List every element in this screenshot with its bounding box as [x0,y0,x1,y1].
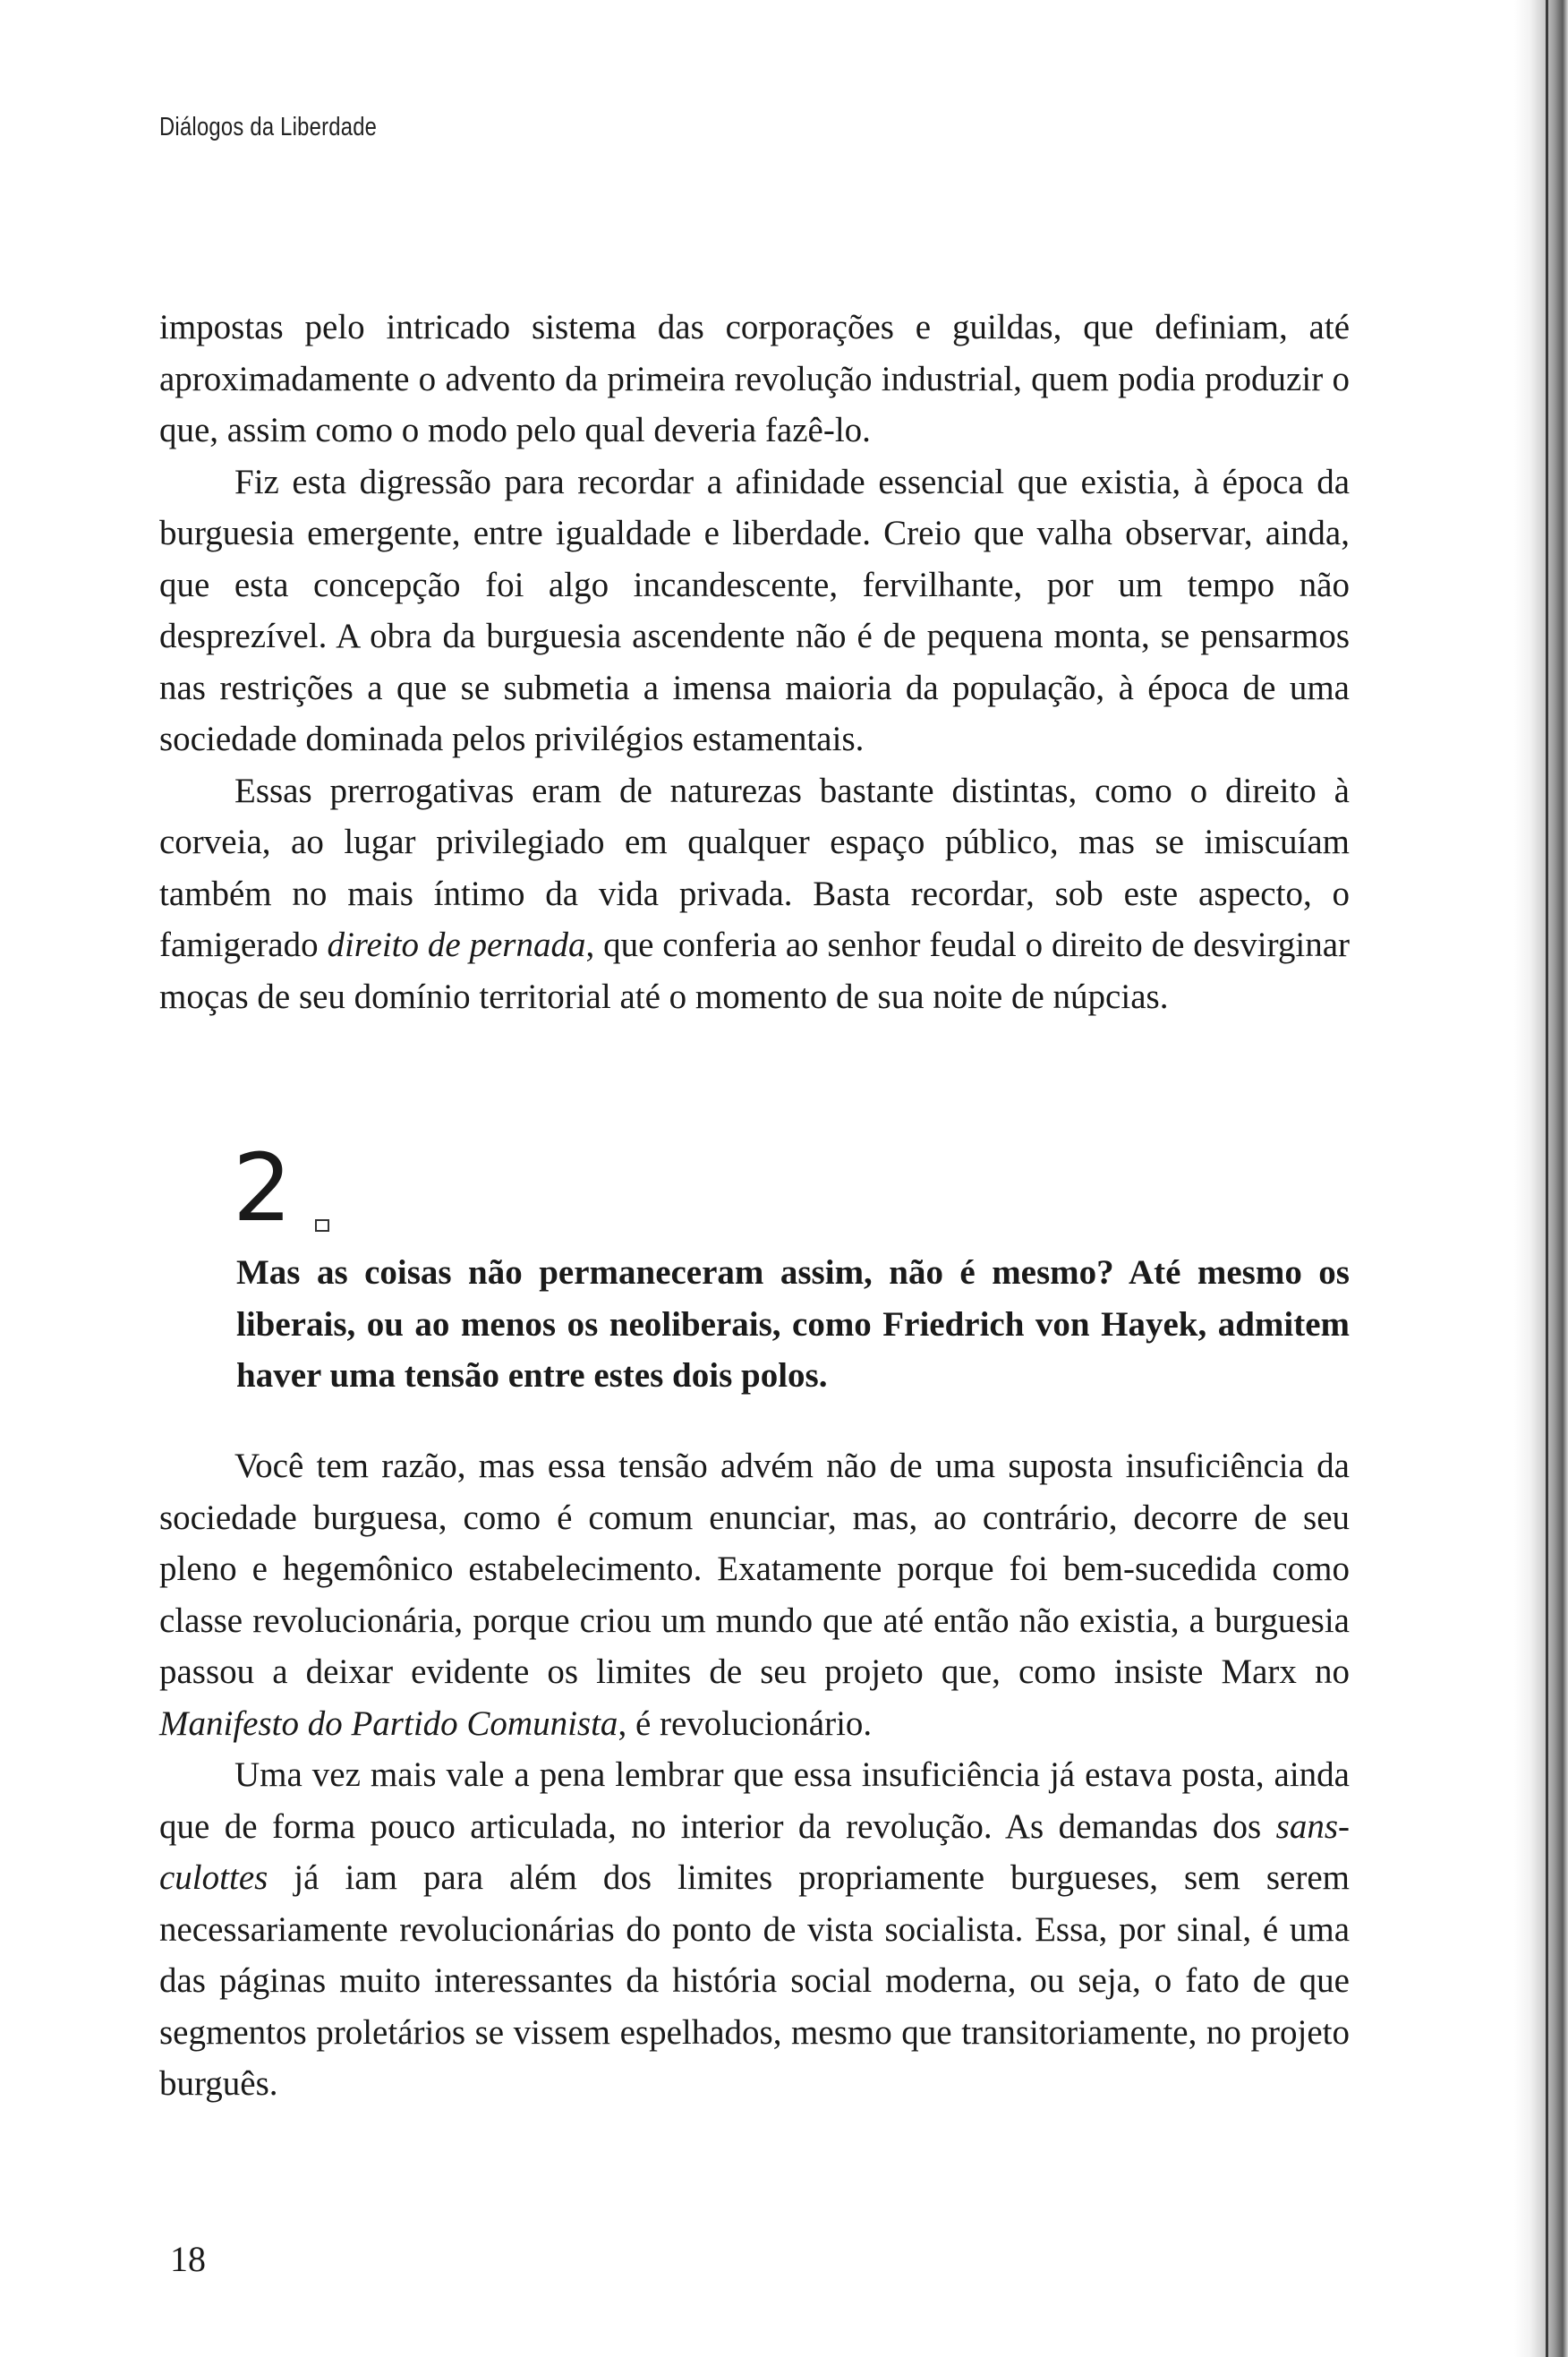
question-text: Mas as coisas não permaneceram assim, não é mesmo? Até mesmo os liberais, ou ao menos os neoliberais, como Friedrich von Hayek, admitem haver uma tensão entre estes dois polos. [236,1253,1350,1395]
text-run: já iam para além dos limites propriamente burgueses, sem serem necessariamente revolucionárias do ponto de vista socialista. Essa, por sinal, é uma das páginas muito interessantes da história social moderna, ou seja, o fato de que segmentos proletários se vissem espelhados, mesmo que transitoriamente, no projeto burguês. [159,1858,1350,2103]
interview-question [236,1247,1350,1402]
page-edge-shadow [1514,0,1568,2357]
paragraph: Fiz esta digressão para recordar a afinidade essencial que existia, à época da burguesia emergente, entre igualdade e liberdade. Creio que valha observar, ainda, que esta concepção foi algo incandescente, fervilhante, por um tempo não desprezível. A obra da burguesia ascendente não é de pequena monta, se pensarmos nas restrições a que se submetia a imensa maioria da população, à época de uma sociedade dominada pelos privilégios estamentais. [159,462,1350,758]
text-run: Você tem razão, mas essa tensão advém não de uma suposta insuficiência da sociedade burguesa, como é comum enunciar, mas, ao contrário, decorre de seu pleno e hegemônico estabelecimento. Exatamente porque foi bem-sucedida como classe revolucionária, porque criou um mundo que até então não existia, a burguesia passou a deixar evidente os limites de seu projeto que, como insiste Marx no [159,1447,1350,1691]
paragraph [159,765,1350,1023]
text-run: , que conferia ao senhor feudal o direito de desvirginar moças de seu domínio territorial até o momento de sua noite de núpcias. [159,926,1351,1016]
section-number: 2 [233,1133,293,1243]
paragraph [159,1749,1350,2110]
paragraph [159,1440,1350,1749]
italic-term: direito de pernada [327,926,586,964]
section-mark-ornament [315,1219,329,1232]
paragraph: impostas pelo intricado sistema das corporações e guildas, que definiam, até aproximadamente o advento da primeira revolução industrial, quem podia produzir o que, assim como o modo pelo qual deveria fazê-lo. [159,308,1350,449]
text-run: Uma vez mais vale a pena lembrar que essa insuficiência já estava posta, ainda que de forma pouco articulada, no interior da revolução. As demandas dos [159,1755,1350,1846]
text-block-answer [159,1440,1350,2110]
page-binding-line [1546,0,1548,2357]
page-number: 18 [170,2239,206,2279]
text-block-intro [159,302,1350,1022]
italic-title: Manifesto do Partido Comunista [159,1704,618,1743]
italic-term: sans-culottes [159,1806,1350,1897]
running-head: Diálogos da Liberdade [159,113,378,141]
text-run: Essas prerrogativas eram de naturezas bastante distintas, como o direito à corveia, ao lugar privilegiado em qualquer espaço público, mas se imiscuíam também no mais íntimo da vida privada. Basta recordar, sob este aspecto, o famigerado [159,771,1350,964]
text-run: , é revolucionário. [618,1704,873,1743]
